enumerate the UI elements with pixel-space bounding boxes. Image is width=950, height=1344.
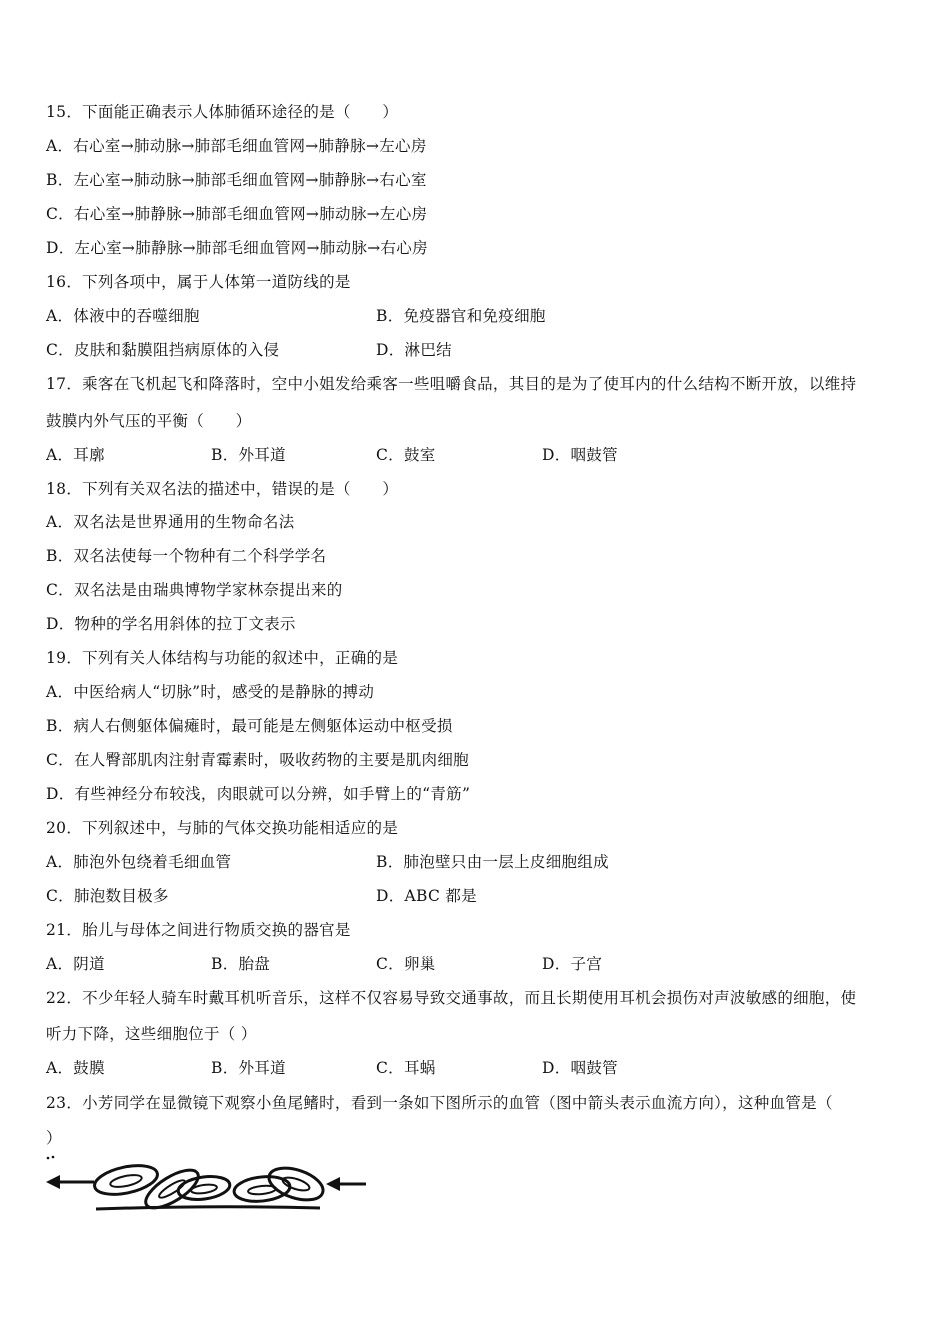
q20-option-a: A．肺泡外包绕着毛细血管: [46, 853, 232, 871]
q17-option-a: A．耳廓: [46, 446, 105, 464]
q20-stem: 20．下列叙述中，与肺的气体交换功能相适应的是: [46, 819, 399, 837]
q16-stem: 16．下列各项中，属于人体第一道防线的是: [46, 273, 351, 291]
q16-option-c: C．皮肤和黏膜阻挡病原体的入侵: [46, 341, 280, 359]
q22-option-b: B．外耳道: [211, 1059, 286, 1077]
q16-option-d: D．淋巴结: [376, 341, 452, 359]
flow-arrow-right-head: [326, 1177, 340, 1191]
q22-option-a: A．鼓膜: [46, 1059, 105, 1077]
flow-arrow-left-head: [46, 1175, 60, 1189]
q20-option-c: C．肺泡数目极多: [46, 887, 169, 905]
q19-option-c: C．在人臀部肌肉注射青霉素时，吸收药物的主要是肌肉细胞: [46, 751, 469, 769]
q21-stem: 21．胎儿与母体之间进行物质交换的器官是: [46, 921, 351, 939]
q20-option-b: B．肺泡壁只由一层上皮细胞组成: [376, 853, 609, 871]
q18-stem: 18．下列有关双名法的描述中，错误的是（ ）: [46, 480, 399, 498]
q19-stem: 19．下列有关人体结构与功能的叙述中，正确的是: [46, 649, 399, 667]
q21-option-c: C．卵巢: [376, 955, 436, 973]
q15-option-d: D．左心室→肺静脉→肺部毛细血管网→肺动脉→右心房: [46, 239, 428, 257]
q20-option-d: D．ABC 都是: [376, 887, 477, 905]
q16-option-a: A．体液中的吞噬细胞: [46, 307, 200, 325]
q15-option-b: B．左心室→肺动脉→肺部毛细血管网→肺静脉→右心室: [46, 171, 427, 189]
q17-option-d: D．咽鼓管: [542, 446, 618, 464]
q17-stem-line1: 17．乘客在飞机起飞和降落时，空中小姐发给乘客一些咀嚼食品，其目的是为了使耳内的什么结构不断开放，以维持: [46, 375, 857, 393]
q22-option-c: C．耳蜗: [376, 1059, 436, 1077]
q19-option-b: B．病人右侧躯体偏瘫时，最可能是左侧躯体运动中枢受损: [46, 717, 453, 735]
q15-option-c: C．右心室→肺静脉→肺部毛细血管网→肺动脉→左心房: [46, 205, 428, 223]
q19-option-a: A．中医给病人“切脉”时，感受的是静脉的搏动: [46, 683, 375, 701]
q17-stem-line2: 鼓膜内外气压的平衡（ ）: [46, 412, 252, 430]
blood-vessel-figure: [44, 1152, 374, 1216]
q22-stem-line2: 听力下降，这些细胞位于（ ）: [46, 1025, 257, 1043]
q19-option-d: D．有些神经分布较浅，肉眼就可以分辨，如手臂上的“青筋”: [46, 785, 471, 803]
q21-option-d: D．子宫: [542, 955, 603, 973]
q18-option-c: C．双名法是由瑞典博物学家林奈提出来的: [46, 581, 343, 599]
red-blood-cell: [177, 1173, 232, 1202]
q17-option-b: B．外耳道: [211, 446, 286, 464]
q18-option-b: B．双名法使每一个物种有二个科学学名: [46, 547, 327, 565]
vessel-wall: [96, 1207, 320, 1209]
q22-stem-line1: 22．不少年轻人骑车时戴耳机听音乐，这样不仅容易导致交通事故，而且长期使用耳机会损伤对声波敏感的细胞，使: [46, 989, 857, 1007]
q16-option-b: B．免疫器官和免疫细胞: [376, 307, 546, 325]
q18-option-d: D．物种的学名用斜体的拉丁文表示: [46, 615, 296, 633]
q23-stem-line1: 23．小芳同学在显微镜下观察小鱼尾鳍时，看到一条如下图所示的血管（图中箭头表示血流方向），这种血管是（: [46, 1094, 833, 1112]
q17-option-c: C．鼓室: [376, 446, 436, 464]
q21-option-a: A．阴道: [46, 955, 105, 973]
q21-option-b: B．胎盘: [211, 955, 271, 973]
q15-stem: 15．下面能正确表示人体肺循环途径的是（ ）: [46, 103, 399, 121]
q23-stem-line2: ）: [46, 1129, 62, 1147]
q22-option-d: D．咽鼓管: [542, 1059, 618, 1077]
q15-option-a: A．右心室→肺动脉→肺部毛细血管网→肺静脉→左心房: [46, 137, 427, 155]
q18-option-a: A．双名法是世界通用的生物命名法: [46, 513, 295, 531]
